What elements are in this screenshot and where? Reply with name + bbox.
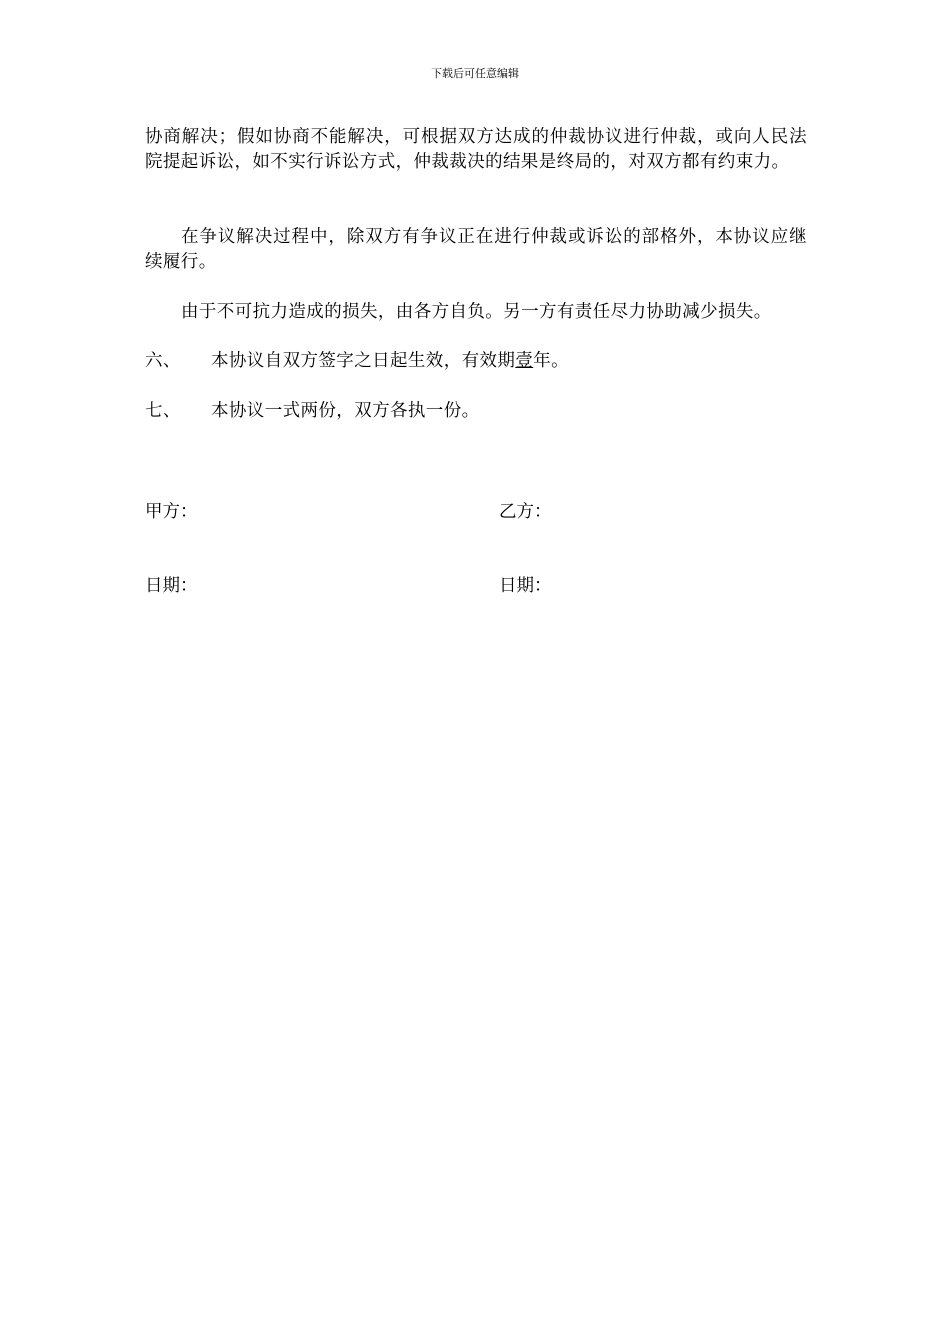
- party-a-date-label: 日期：: [145, 576, 198, 596]
- party-b-date-label: 日期：: [499, 576, 552, 596]
- force-majeure-paragraph: 由于不可抗力造成的损失，由各方自负。另一方有责任尽力协助减少损失。: [181, 302, 772, 322]
- clause-six-text: 本协议自双方签字之日起生效，有效期: [211, 351, 516, 371]
- page-header-note: 下载后可任意编辑: [431, 67, 519, 80]
- clause-six-text-end: 年。: [533, 351, 570, 371]
- clause-six-term: 壹: [515, 351, 534, 371]
- party-a-label: 甲方：: [145, 502, 198, 522]
- clause-seven-number: 七、: [145, 401, 181, 421]
- clause-seven-text: 本协议一式两份，双方各执一份。: [211, 401, 480, 421]
- continued-performance-paragraph: 在争议解决过程中，除双方有争议正在进行仲裁或诉讼的部格外，本协议应继续履行。: [145, 227, 807, 272]
- clause-seven: [145, 399, 807, 424]
- party-b-label: 乙方：: [499, 502, 552, 522]
- clause-six: [145, 349, 807, 374]
- dispute-resolution-paragraph: 协商解决；假如协商不能解决，可根据双方达成的仲裁协议进行仲裁，或向人民法院提起诉讼，如不实行诉讼方式，仲裁裁决的结果是终局的，对双方都有约束力。: [145, 127, 807, 172]
- clause-six-number: 六、: [145, 351, 181, 371]
